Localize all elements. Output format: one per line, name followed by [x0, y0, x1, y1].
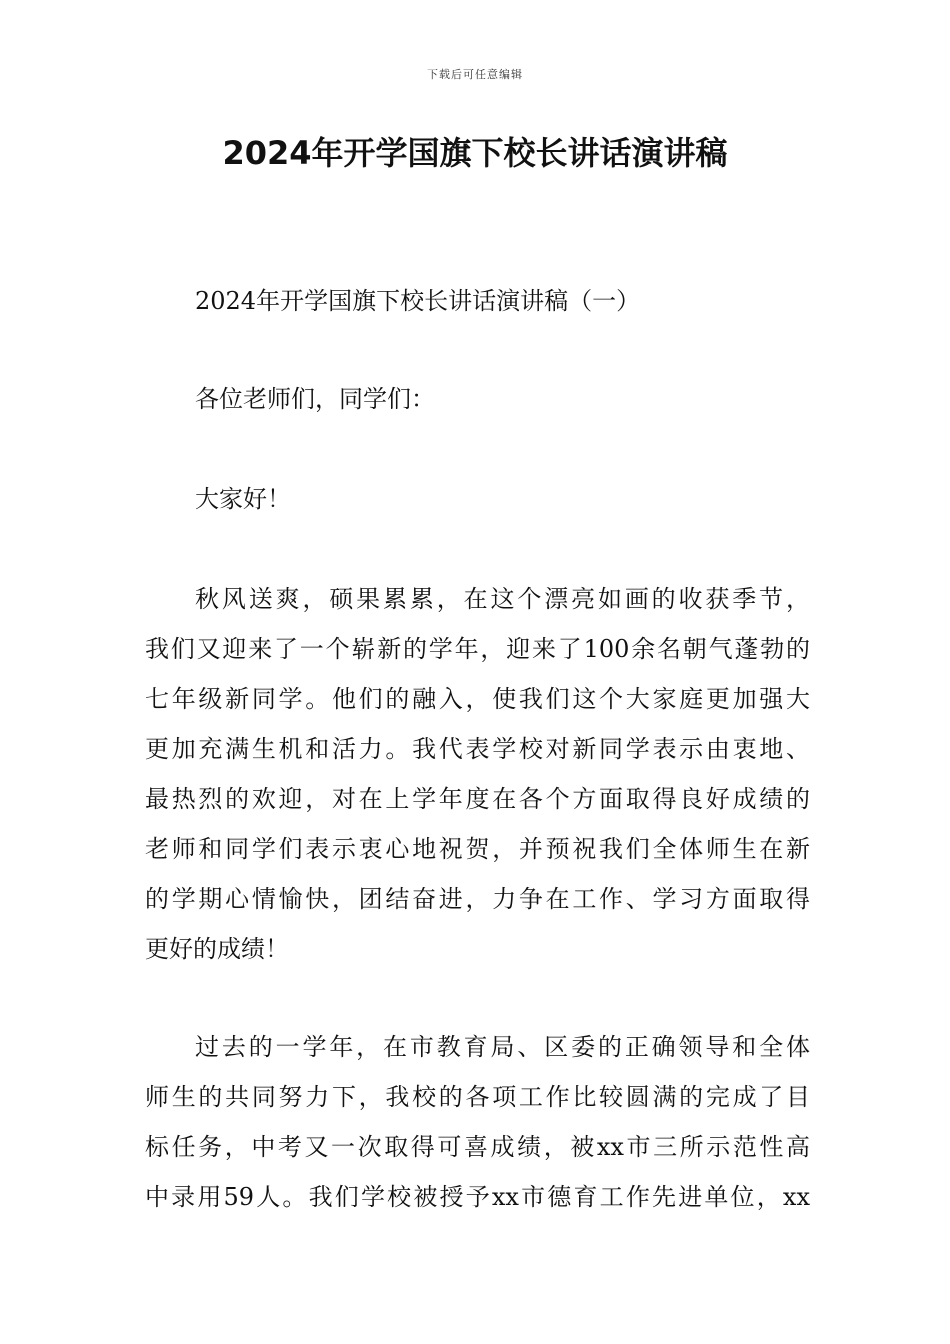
paragraph-line: 七年级新同学。他们的融入，使我们这个大家庭更加强大 — [145, 685, 810, 713]
paragraph-line: 师生的共同努力下，我校的各项工作比较圆满的完成了目 — [145, 1083, 810, 1111]
header-note: 下载后可任意编辑 — [427, 68, 523, 81]
paragraph-1 — [145, 584, 810, 984]
speech-subtitle: 2024年开学国旗下校长讲话演讲稿（一） — [195, 287, 641, 315]
greeting: 大家好！ — [195, 485, 291, 513]
paragraph-line: 更好的成绩！ — [145, 935, 289, 963]
paragraph-line: 最热烈的欢迎，对在上学年度在各个方面取得良好成绩的 — [145, 785, 810, 813]
paragraph-line: 老师和同学们表示衷心地祝贺，并预祝我们全体师生在新 — [145, 835, 810, 863]
paragraph-line: 更加充满生机和活力。我代表学校对新同学表示由衷地、 — [145, 735, 810, 763]
paragraph-line: 的学期心情愉快，团结奋进，力争在工作、学习方面取得 — [145, 885, 810, 913]
paragraph-line: 中录用59人。我们学校被授予xx市德育工作先进单位，xx — [145, 1183, 810, 1211]
salutation: 各位老师们，同学们： — [195, 385, 435, 413]
document-title: 2024年开学国旗下校长讲话演讲稿 — [222, 134, 728, 172]
paragraph-line: 过去的一学年，在市教育局、区委的正确领导和全体 — [195, 1033, 810, 1061]
paragraph-2 — [145, 1032, 810, 1232]
paragraph-line: 标任务，中考又一次取得可喜成绩，被xx市三所示范性高 — [145, 1133, 810, 1161]
paragraph-line: 秋风送爽，硕果累累，在这个漂亮如画的收获季节， — [195, 585, 810, 613]
paragraph-line: 我们又迎来了一个崭新的学年，迎来了100余名朝气蓬勃的 — [145, 635, 810, 663]
